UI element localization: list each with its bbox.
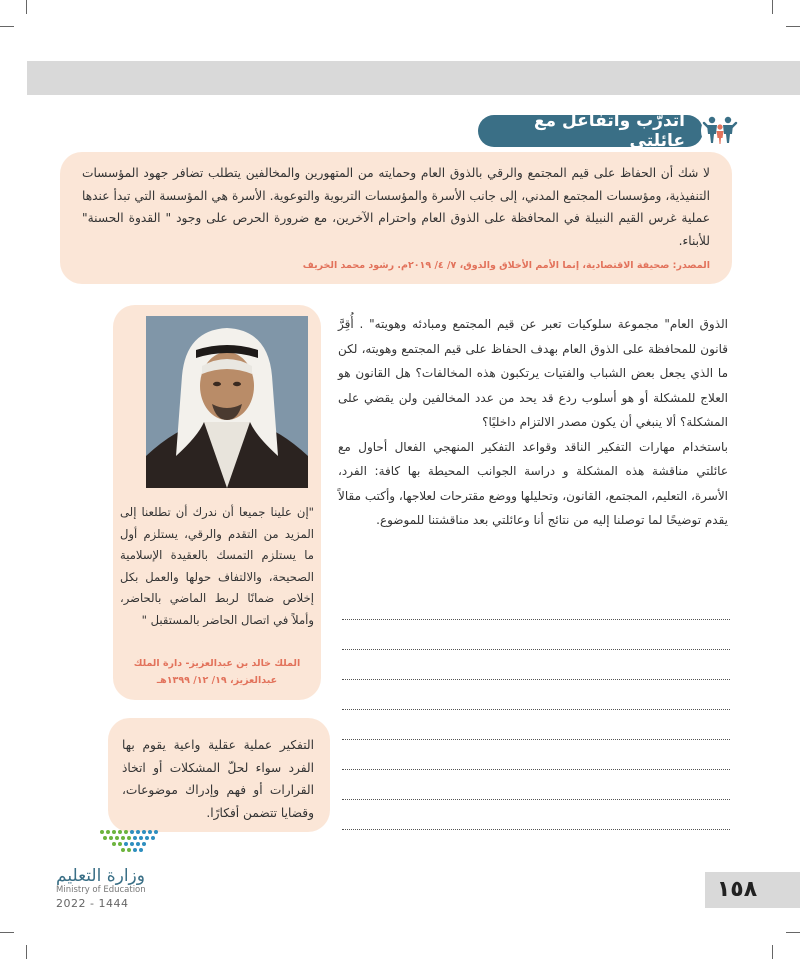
- intro-text: لا شك أن الحفاظ على قيم المجتمع والرقي بالذوق العام وحمايته من المتهورين والمخالفين يتطلب تضافر جهود المؤسسات التنفيذية، ومؤسسات المجتمع المدني، إلى جانب الأسرة والمؤسسات التربوية والتوعوية. الأسرة هي المؤسسة التي تبدأ عندها عملية غرس القيم النبيلة في المحافظة على الذوق العام واحترام الآخرين، مع ضرورة الحرص على وجود " القدوة الحسنة" للأبناء.: [82, 166, 710, 248]
- main-paragraph-2: باستخدام مهارات التفكير الناقد وقواعد التفكير المنهجي الفعال أحاول مع عائلتي مناقشة هذه المشكلة و دراسة الجوانب المحيطة بها كافة: الفرد، الأسرة، التعليم، المجتمع، القانون، وتحليلها ووضع مقترحات لعلاجها، وأكتب مقالاً يقدم توضيحًا لما توصلنا إليه من نتائج أنا وعائلتي بعد مناقشتنا للموضوع.: [338, 439, 728, 527]
- answer-line[interactable]: [342, 709, 730, 710]
- quote-author-line-1: الملك خالد بن عبدالعزيز- دارة الملك: [133, 658, 301, 669]
- ministry-logo: [96, 826, 164, 860]
- family-group-icon: [700, 111, 740, 151]
- quote-author: [120, 655, 314, 689]
- answer-line[interactable]: [342, 619, 730, 620]
- crop-mark: [772, 0, 773, 14]
- crop-mark: [0, 932, 14, 933]
- header-band: [27, 61, 800, 95]
- main-paragraph-1: الذوق العام" مجموعة سلوكيات تعبر عن قيم المجتمع ومبادئه وهويته" . أُقِرَّ قانون للمحافظة على الذوق العام بهدف الحفاظ على قيم المجتمع وهويته، لكن ما الذي يجعل بعض الشباب والفتيات يرتكبون هذه المخالفات؟ هل القانون هو العلاج للمشكلة أو هو أسلوب ردع قد يحد من عدد المخالفين ولن يقضي على المشكلة؟ ألا ينبغي أن يكون مصدر الالتزام داخليًا؟: [338, 317, 728, 429]
- main-text: [338, 312, 728, 533]
- section-title: أتدرّب وأتفاعل مع عائلتي: [533, 111, 685, 151]
- crop-mark: [772, 945, 773, 959]
- answer-line[interactable]: [342, 829, 730, 830]
- answer-line[interactable]: [342, 679, 730, 680]
- portrait-photo: [146, 316, 308, 488]
- definition-card: [108, 718, 330, 832]
- quote-text: "إن علينا جميعا أن ندرك أن تطلعنا إلى المزيد من التقدم والرقي، يستلزم أول ما يستلزم التمسك بالعقيدة الإسلامية الصحيحة، والالتفاف حولها والعمل بكل إخلاص ضمانًا لربط الماضي بالحاضر، وأملاً في اتصال الحاضر بالمستقبل ": [120, 505, 314, 627]
- intro-source: المصدر: صحيفة الاقتصادية، إنما الأمم الأخلاق والذوق، ٧/ ٤/ ٢٠١٩م. رشود محمد الخريف: [302, 260, 710, 271]
- crop-mark: [26, 0, 27, 14]
- answer-line[interactable]: [342, 739, 730, 740]
- ministry-name-en: Ministry of Education: [56, 885, 146, 895]
- definition-text: التفكير عملية عقلية واعية يقوم بها الفرد سواء لحلّ المشكلات أو اتخاذ القرارات أو فهم وإدراك موضوعات، وقضايا تتضمن أفكارًا.: [122, 738, 314, 820]
- edition-year: 2022 - 1444: [56, 897, 129, 910]
- answer-line[interactable]: [342, 769, 730, 770]
- crop-mark: [786, 26, 800, 27]
- crop-mark: [0, 26, 14, 27]
- answer-line[interactable]: [342, 649, 730, 650]
- ministry-name-ar: وزارة التعليم: [56, 866, 145, 886]
- answer-line[interactable]: [342, 799, 730, 800]
- crop-mark: [26, 945, 27, 959]
- intro-box: [60, 152, 732, 284]
- quote-author-line-2: عبدالعزيز، ١٩/ ١٢/ ١٣٩٩هـ: [156, 675, 278, 686]
- section-heading: [478, 111, 703, 151]
- crop-mark: [786, 932, 800, 933]
- page-number: ١٥٨: [716, 877, 758, 902]
